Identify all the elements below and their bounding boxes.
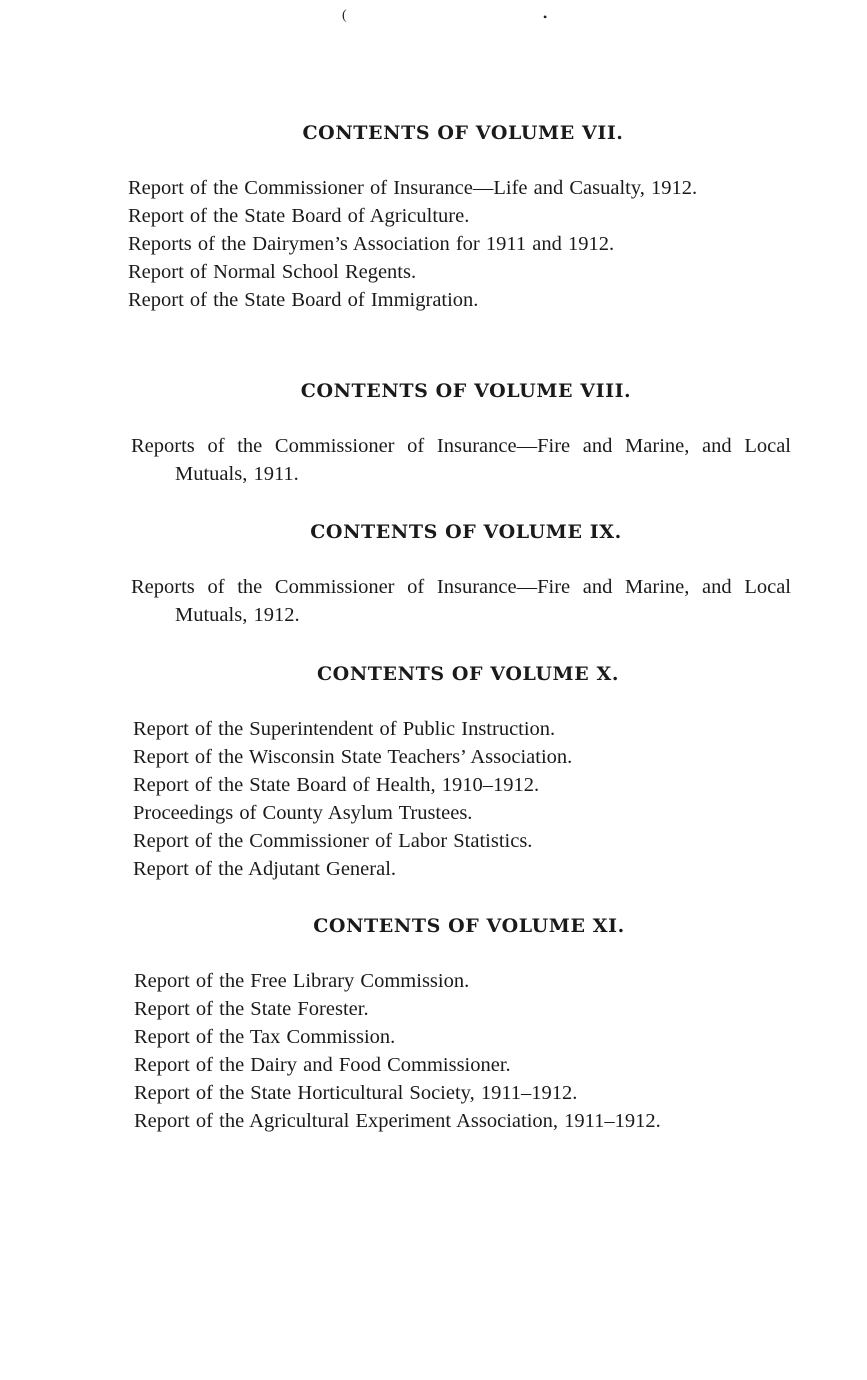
volume-x-heading: CONTENTS OF VOLUME X. bbox=[316, 663, 620, 685]
volume-vii-entries bbox=[128, 174, 788, 314]
contents-entry: Report of the Commissioner of Insurance—Life and Casualty, 1912. bbox=[128, 177, 698, 199]
contents-entry: Report of the Wisconsin State Teachers’ Association. bbox=[133, 746, 573, 768]
volume-ix-section bbox=[131, 521, 791, 629]
volume-xi-section bbox=[134, 915, 794, 1135]
contents-entry: Report of Normal School Regents. bbox=[128, 261, 417, 283]
contents-entry: Proceedings of County Asylum Trustees. bbox=[133, 802, 473, 824]
volume-ix-entries bbox=[131, 573, 791, 629]
contents-entry: Report of the Agricultural Experiment Association, 1911–1912. bbox=[134, 1110, 661, 1132]
volume-vii-section bbox=[128, 122, 788, 314]
contents-entry: Report of the Commissioner of Labor Statistics. bbox=[133, 830, 533, 852]
contents-entry: Report of the Dairy and Food Commissioner. bbox=[134, 1054, 511, 1076]
volume-xi-heading: CONTENTS OF VOLUME XI. bbox=[313, 915, 625, 937]
contents-entry: Report of the State Forester. bbox=[134, 998, 369, 1020]
volume-x-entries bbox=[133, 715, 793, 883]
volume-xi-entries bbox=[134, 967, 794, 1135]
volume-viii-heading: CONTENTS OF VOLUME VIII. bbox=[300, 380, 632, 402]
contents-entry: Report of the State Board of Health, 1910–1912. bbox=[133, 774, 540, 796]
contents-entry: Report of the State Board of Agriculture. bbox=[128, 205, 470, 227]
contents-entry: Report of the State Horticultural Society, 1911–1912. bbox=[134, 1082, 578, 1104]
contents-entry: Reports of the Commissioner of Insurance—Fire and Marine, and Local Mutuals, 1912. bbox=[131, 576, 791, 626]
scan-mark-right: • bbox=[543, 10, 548, 24]
volume-vii-heading: CONTENTS OF VOLUME VII. bbox=[302, 122, 624, 144]
volume-ix-heading: CONTENTS OF VOLUME IX. bbox=[310, 521, 622, 543]
contents-entry: Report of the Superintendent of Public Instruction. bbox=[133, 718, 556, 740]
volume-viii-section bbox=[131, 380, 791, 488]
contents-entry: Report of the Adjutant General. bbox=[133, 858, 397, 880]
contents-entry: Report of the Free Library Commission. bbox=[134, 970, 470, 992]
volume-viii-entries bbox=[131, 432, 791, 488]
scan-mark-left: ( bbox=[342, 8, 347, 23]
contents-entry: Reports of the Dairymen’s Association for 1911 and 1912. bbox=[128, 233, 615, 255]
contents-entry: Report of the Tax Commission. bbox=[134, 1026, 396, 1048]
contents-entry: Reports of the Commissioner of Insurance—Fire and Marine, and Local Mutuals, 1911. bbox=[131, 435, 791, 485]
contents-entry: Report of the State Board of Immigration. bbox=[128, 289, 479, 311]
volume-x-section bbox=[133, 663, 793, 883]
